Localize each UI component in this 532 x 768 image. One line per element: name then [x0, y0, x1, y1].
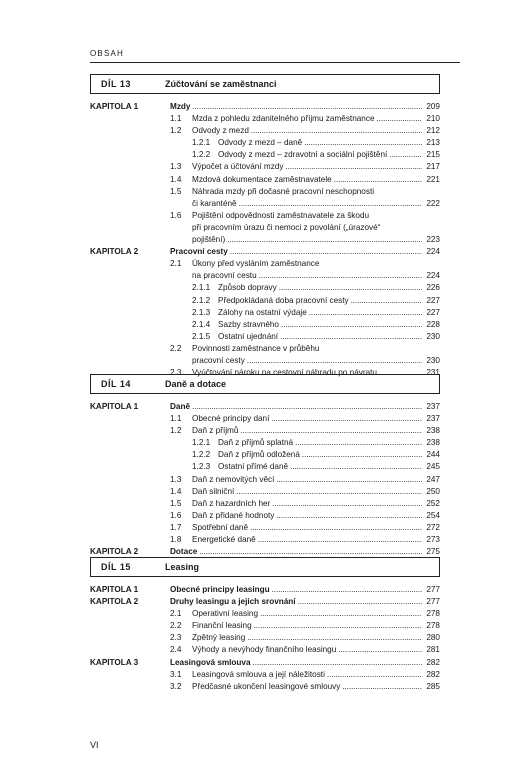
entry-title: Odvody z mezd – daně [218, 138, 303, 148]
dot-leader [251, 125, 422, 137]
toc-entry[interactable] [90, 161, 440, 173]
entry-text-row [170, 401, 440, 413]
entry-title: Daň z příjmů [192, 426, 239, 436]
toc-entry[interactable] [90, 210, 440, 222]
section-number: 1.5 [170, 498, 182, 508]
dot-leader [290, 461, 422, 473]
dot-leader [280, 331, 422, 343]
part-section [90, 557, 440, 693]
entry-title: Zpětný leasing [192, 633, 246, 643]
section-number: 1.2.1 [192, 138, 211, 148]
toc-entry[interactable] [90, 343, 440, 355]
dot-leader [247, 355, 422, 367]
page-number-ref: 278 [426, 621, 440, 631]
section-number: 2.1.3 [192, 307, 211, 317]
section-number: 2.1.4 [192, 319, 211, 329]
section-number: 2.3 [170, 368, 182, 378]
page-number-ref: 281 [426, 645, 440, 655]
toc-entry[interactable] [90, 137, 440, 149]
section-number: 1.5 [170, 186, 182, 196]
entry-text-row [192, 270, 440, 282]
toc-entry[interactable] [90, 282, 440, 294]
page-number-ref: 224 [426, 271, 440, 281]
chapter-entry[interactable] [90, 101, 440, 113]
page-number-ref: 237 [426, 414, 440, 424]
page-number-ref: 254 [426, 510, 440, 520]
toc-entry[interactable] [90, 355, 440, 367]
entry-title: pojištění) [192, 235, 226, 245]
toc-entry[interactable] [90, 461, 440, 473]
entry-title: Energetické daně [192, 535, 256, 545]
dot-leader [253, 657, 422, 669]
entry-text-row [170, 246, 440, 258]
entry-text-row [170, 657, 440, 669]
entry-title: Předpokládaná doba pracovní cesty [218, 295, 349, 305]
section-number: 1.6 [170, 510, 182, 520]
entry-text-row [218, 137, 440, 149]
entry-title: Obecné principy daní [192, 414, 270, 424]
dot-leader [254, 620, 422, 632]
toc-entry[interactable] [90, 534, 440, 546]
dot-leader [272, 498, 422, 510]
entry-title: Daně [170, 402, 191, 411]
entry-title: Odvody z mezd – zdravotní a sociální pojištění [218, 150, 388, 160]
entry-text-row [192, 343, 440, 355]
entry-title: Ostatní ujednání [218, 331, 279, 341]
entry-title: Způsob dopravy [218, 283, 277, 293]
toc-entry[interactable] [90, 125, 440, 137]
page-number-ref: 275 [426, 547, 440, 557]
section-number: 1.2 [170, 126, 182, 136]
entry-title: Povinnosti zaměstnance v průběhu [192, 343, 320, 353]
chapter-entry[interactable] [90, 657, 440, 669]
toc-entry[interactable] [90, 608, 440, 620]
page-number-ref: 222 [426, 198, 440, 208]
toc-entry[interactable] [90, 295, 440, 307]
entry-text-row [192, 474, 440, 486]
page-number-ref: 230 [426, 331, 440, 341]
entry-text-row [218, 307, 440, 319]
section-number: 1.3 [170, 474, 182, 484]
section-number: 2.3 [170, 633, 182, 643]
toc-entries [90, 101, 440, 379]
entry-title: Dotace [170, 547, 198, 557]
entry-text-row [192, 125, 440, 137]
page-number-ref: 245 [426, 462, 440, 472]
page-number-ref: 231 [426, 368, 440, 378]
section-number: 2.4 [170, 645, 182, 655]
running-header: OBSAH [90, 49, 125, 58]
entry-title: Daň z příjmů odložená [218, 450, 300, 460]
entry-title: Zálohy na ostatní výdaje [218, 307, 307, 317]
entry-title: Mzdová dokumentace zaměstnavatele [192, 174, 332, 184]
dot-leader [389, 149, 422, 161]
section-number: 1.1 [170, 414, 182, 424]
section-number: 2.1.5 [192, 331, 211, 341]
entry-title: Výpočet a účtování mzdy [192, 162, 284, 172]
page-number-ref: 285 [426, 681, 440, 691]
page-number-ref: 227 [426, 295, 440, 305]
dot-leader [227, 234, 422, 246]
dot-leader [239, 198, 422, 210]
page-number-ref: 226 [426, 283, 440, 293]
entry-text-row [192, 355, 440, 367]
section-number: 2.1 [170, 609, 182, 619]
part-section [90, 374, 440, 558]
dot-leader [247, 632, 422, 644]
section-number: 1.2.1 [192, 438, 211, 448]
toc-entry[interactable] [90, 498, 440, 510]
toc-entry[interactable] [90, 474, 440, 486]
chapter-label: KAPITOLA 3 [90, 657, 139, 667]
dot-leader [304, 137, 422, 149]
page-number-ref: 247 [426, 474, 440, 484]
entry-title: Výhody a nevýhody finančního leasingu [192, 645, 337, 655]
entry-title: Vyúčtování nároku na cestovní náhradu po návratu [192, 368, 377, 378]
page-number-ref: 273 [426, 535, 440, 545]
dot-leader [338, 644, 422, 656]
chapter-label: KAPITOLA 1 [90, 102, 139, 111]
entry-text-row [170, 584, 440, 596]
part-section [90, 74, 440, 379]
page-number-ref: 278 [426, 609, 440, 619]
page-number-ref: 228 [426, 319, 440, 329]
dot-leader [250, 522, 422, 534]
page-number-ref: 215 [426, 150, 440, 160]
toc-entry[interactable] [90, 449, 440, 461]
part-label: DÍL 13 [101, 79, 131, 89]
chapter-entry[interactable] [90, 401, 440, 413]
page-number-ref: 237 [426, 402, 440, 411]
entry-title: na pracovní cestu [192, 271, 257, 281]
page-number-ref: 238 [426, 438, 440, 448]
page-number-ref: 272 [426, 522, 440, 532]
section-number: 1.1 [170, 114, 182, 124]
page-number-ref: 213 [426, 138, 440, 148]
entry-title: Daň z nemovitých věcí [192, 474, 275, 484]
toc-entries [90, 401, 440, 558]
page-number-ref: 210 [426, 114, 440, 124]
dot-leader [295, 437, 422, 449]
chapter-entry[interactable] [90, 246, 440, 258]
section-number: 1.2.3 [192, 462, 211, 472]
chapter-entry[interactable] [90, 596, 440, 608]
part-title: Zúčtování se zaměstnanci [165, 79, 277, 89]
entry-title: Náhrada mzdy při dočasné pracovní neschopnosti [192, 186, 375, 196]
entry-text-row [192, 174, 440, 186]
entry-title: Druhy leasingu a jejich srovnání [170, 597, 296, 607]
entry-text-row [170, 596, 440, 608]
page-number-ref: 252 [426, 498, 440, 508]
entry-title: Leasingová smlouva [170, 657, 251, 667]
section-number: 2.1.1 [192, 283, 211, 293]
entry-text-row [192, 534, 440, 546]
chapter-entry[interactable] [90, 584, 440, 596]
toc-entry[interactable] [90, 644, 440, 656]
section-number: 2.1.2 [192, 295, 211, 305]
dot-leader [230, 246, 422, 258]
entry-title: Pojištění odpovědnosti zaměstnavatele za škodu [192, 210, 370, 220]
entry-text-row [192, 632, 440, 644]
page-number-ref: 223 [426, 235, 440, 245]
toc-entry[interactable] [90, 149, 440, 161]
entry-text-row [218, 461, 440, 473]
section-number: 3.2 [170, 681, 182, 691]
toc-entry[interactable] [90, 331, 440, 343]
part-label: DÍL 15 [101, 562, 131, 572]
page-number-ref: 227 [426, 307, 440, 317]
dot-leader [236, 486, 422, 498]
entry-text-row [218, 282, 440, 294]
toc-entry[interactable] [90, 669, 440, 681]
toc-entry[interactable] [90, 632, 440, 644]
section-number: 1.4 [170, 174, 182, 184]
chapter-label: KAPITOLA 2 [90, 597, 139, 607]
dot-leader [342, 681, 422, 693]
page-number-ref: 221 [426, 174, 440, 184]
entry-title: Mzdy [170, 102, 191, 111]
toc-entry[interactable] [90, 510, 440, 522]
dot-leader [279, 282, 422, 294]
page-number-ref: 250 [426, 486, 440, 496]
toc-entry[interactable] [90, 198, 440, 210]
toc-entry[interactable] [90, 186, 440, 198]
dot-leader [285, 161, 422, 173]
entry-title: Mzda z pohledu zdanitelného příjmu zaměstnance [192, 114, 375, 124]
page-number-ref: 209 [426, 102, 440, 111]
dot-leader [276, 474, 422, 486]
entry-text-row [192, 608, 440, 620]
part-heading [90, 557, 440, 577]
entry-text-row [192, 498, 440, 510]
toc-entry[interactable] [90, 486, 440, 498]
entry-title: Pracovní cesty [170, 247, 228, 257]
entry-text-row [192, 258, 440, 270]
entry-title: při pracovním úrazu či nemoci z povolání („úrazové“ [192, 222, 381, 232]
entry-text-row [218, 437, 440, 449]
toc-entry[interactable] [90, 319, 440, 331]
toc-entry[interactable] [90, 174, 440, 186]
page-number-ref: 212 [426, 126, 440, 136]
toc-entry[interactable] [90, 270, 440, 282]
entry-text-row [218, 449, 440, 461]
page-number-ref: 277 [426, 585, 440, 594]
section-number: 1.6 [170, 210, 182, 220]
part-title: Daně a dotace [165, 379, 227, 389]
toc-entry[interactable] [90, 522, 440, 534]
toc-entry[interactable] [90, 307, 440, 319]
toc-entry[interactable] [90, 113, 440, 125]
section-number: 1.2.2 [192, 450, 211, 460]
entry-text-row [192, 620, 440, 632]
entry-text-row [170, 101, 440, 113]
entry-title: Daň silniční [192, 486, 235, 496]
entry-title: Operativní leasing [192, 609, 258, 619]
page-number-ref: 230 [426, 355, 440, 365]
entry-title: Daň z hazardních her [192, 498, 271, 508]
chapter-label: KAPITOLA 1 [90, 585, 139, 594]
section-number: 2.2 [170, 343, 182, 353]
entry-title: Obecné principy leasingu [170, 585, 270, 594]
entry-text-row [192, 198, 440, 210]
dot-leader [327, 669, 422, 681]
dot-leader [192, 401, 422, 413]
section-number: 1.2.2 [192, 150, 211, 160]
dot-leader [276, 510, 422, 522]
dot-leader [272, 584, 422, 596]
page-number-ref: 244 [426, 450, 440, 460]
page-number-ref: 277 [426, 597, 440, 607]
entry-text-row [218, 149, 440, 161]
part-label: DÍL 14 [101, 379, 131, 389]
page-number-ref: 224 [426, 247, 440, 257]
entry-text-row [192, 222, 440, 234]
dot-leader [281, 319, 422, 331]
toc-entry[interactable] [90, 234, 440, 246]
section-number: 1.7 [170, 522, 182, 532]
entry-title: Úkony před vysláním zaměstnance [192, 259, 320, 269]
chapter-label: KAPITOLA 2 [90, 547, 139, 557]
toc-entry[interactable] [90, 258, 440, 270]
entry-title: či karanténě [192, 198, 237, 208]
dot-leader [240, 425, 422, 437]
entry-title: Odvody z mezd [192, 126, 249, 136]
entry-title: Předčasné ukončení leasingové smlouvy [192, 681, 341, 691]
entry-text-row [192, 161, 440, 173]
dot-leader [271, 413, 422, 425]
entry-text-row [192, 644, 440, 656]
toc-entry[interactable] [90, 222, 440, 234]
section-number: 2.2 [170, 621, 182, 631]
toc-entry[interactable] [90, 413, 440, 425]
dot-leader [259, 270, 422, 282]
section-number: 1.4 [170, 486, 182, 496]
dot-leader [298, 596, 422, 608]
section-number: 1.8 [170, 535, 182, 545]
entry-title: Sazby stravného [218, 319, 279, 329]
page-number-ref: 217 [426, 162, 440, 172]
entry-title: Finanční leasing [192, 621, 252, 631]
entry-text-row [192, 210, 440, 222]
entry-text-row [192, 522, 440, 534]
section-number: 2.1 [170, 259, 182, 269]
section-number: 3.1 [170, 669, 182, 679]
toc-entry[interactable] [90, 620, 440, 632]
entry-text-row [218, 319, 440, 331]
dot-leader [302, 449, 422, 461]
entry-text-row [192, 510, 440, 522]
entry-text-row [192, 681, 440, 693]
part-title: Leasing [165, 562, 200, 572]
dot-leader [192, 101, 422, 113]
section-number: 1.2 [170, 426, 182, 436]
dot-leader [309, 307, 422, 319]
entry-text-row [218, 295, 440, 307]
toc-entries [90, 584, 440, 693]
entry-title: Daň z přidané hodnoty [192, 510, 275, 520]
chapter-label: KAPITOLA 2 [90, 247, 139, 257]
part-heading [90, 374, 440, 394]
section-number: 1.3 [170, 162, 182, 172]
dot-leader [351, 295, 422, 307]
page-number-ref: 238 [426, 426, 440, 436]
page-number-ref: 282 [426, 657, 440, 667]
entry-text-row [192, 234, 440, 246]
entry-text-row [192, 113, 440, 125]
entry-text-row [192, 186, 440, 198]
dot-leader [258, 534, 422, 546]
toc-entry[interactable] [90, 681, 440, 693]
part-heading [90, 74, 440, 94]
entry-title: Leasingová smlouva a její náležitosti [192, 669, 325, 679]
entry-text-row [192, 425, 440, 437]
entry-text-row [192, 486, 440, 498]
entry-text-row [218, 331, 440, 343]
header-rule [90, 62, 460, 63]
dot-leader [377, 113, 422, 125]
dot-leader [334, 174, 422, 186]
entry-title: Spotřební daně [192, 522, 248, 532]
toc-entry[interactable] [90, 425, 440, 437]
entry-text-row [192, 413, 440, 425]
chapter-label: KAPITOLA 1 [90, 402, 139, 411]
toc-entry[interactable] [90, 437, 440, 449]
entry-title: Ostatní přímé daně [218, 462, 289, 472]
dot-leader [260, 608, 422, 620]
page-number-ref: 280 [426, 633, 440, 643]
entry-text-row [192, 669, 440, 681]
page-number-ref: 282 [426, 669, 440, 679]
entry-title: Daň z příjmů splatná [218, 438, 294, 448]
entry-title: pracovní cesty [192, 355, 245, 365]
page-number: VI [90, 740, 99, 750]
